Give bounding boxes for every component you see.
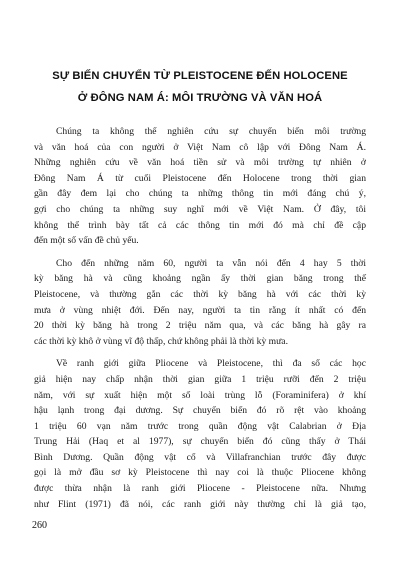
text-line: Trung Hải (Haq et al 1977), sự chuyển biến đó cũng thấy ở Thái bbox=[34, 436, 366, 448]
text-line: đến một số vấn đề chủ yếu. bbox=[34, 235, 139, 247]
text-line: và văn hoá của con người ở Việt Nam cô lập với Đông Nam Á. bbox=[34, 141, 366, 153]
text-line: kỳ băng hà và cũng khoảng ngần ấy thời gian băng trong thế bbox=[34, 273, 366, 285]
text-line: Đông Nam Á từ cuối Pleistocene đến Holocene trong thời gian bbox=[34, 172, 366, 184]
text-line: gợi cho chúng ta những suy nghĩ mới về Việt Nam. Ở đây, tôi bbox=[34, 203, 366, 215]
text-line: Chúng ta không thể nghiên cứu sự chuyển biến môi trường bbox=[56, 126, 366, 137]
paragraph-1 bbox=[34, 124, 366, 249]
text-line: Bình Dương. Quần động vật cổ và Villafranchian trước đây được bbox=[34, 451, 366, 463]
page-number: 260 bbox=[32, 520, 47, 531]
text-line: hậu lạnh trong đại dương. Sự chuyển biến đó rõ rệt vào khoảng bbox=[34, 405, 366, 417]
paragraph-2 bbox=[34, 256, 366, 350]
chapter-title-line-2: Ở ĐÔNG NAM Á: MÔI TRƯỜNG VÀ VĂN HOÁ bbox=[77, 92, 323, 104]
text-line: gần đây đem lại cho chúng ta những thông tin mới đáng chú ý, bbox=[34, 188, 366, 200]
text-line: 20 thời kỳ băng hà trong 2 triệu năm qua, và các băng hà gây ra bbox=[34, 320, 366, 332]
paragraph-3 bbox=[34, 356, 366, 512]
text-line: 1 triệu 60 vạn năm trước trong quần động vật Calabrian ở Địa bbox=[34, 420, 366, 432]
text-line: giả hiện nay chấp nhận thời gian giữa 1 triệu rưỡi đến 2 triệu bbox=[34, 373, 366, 385]
text-line: Những nghiên cứu về văn hoá tiền sử và môi trường tự nhiên ở bbox=[34, 157, 366, 169]
text-line: gọi là mở đầu sơ kỳ Pleistocene thì nay coi là thuộc Pliocene không bbox=[34, 467, 366, 479]
text-line: năm, với sự xuất hiện một số loài trùng lỗ (Foraminifera) ở khí bbox=[34, 389, 366, 401]
text-line: không thể trình bày tất cả các thông tin mới đó mà chỉ đề cập bbox=[34, 219, 366, 231]
paragraph-gap bbox=[34, 249, 366, 256]
text-line: như Flint (1971) đã nói, các ranh giới này thường chỉ là giả tạo, bbox=[34, 498, 366, 510]
body-text bbox=[34, 124, 366, 512]
text-line: Pleistocene, và thường gắn các thời kỳ băng hà với các thời kỳ bbox=[34, 288, 366, 300]
text-line: được thừa nhận là ranh giới Pliocene - Pleistocene nữa. Nhưng bbox=[34, 483, 366, 495]
text-line: Về ranh giới giữa Pliocene và Pleistocene, thì đa số các học bbox=[56, 358, 366, 370]
chapter-title-line-1: SỰ BIẾN CHUYỂN TỪ PLEISTOCENE ĐẾN HOLOCENE bbox=[52, 70, 348, 82]
paragraph-gap bbox=[34, 349, 366, 356]
text-line: mưa ở vùng nhiệt đới. Đến nay, người ta tin rằng ít nhất có đến bbox=[34, 304, 366, 316]
text-line: Cho đến những năm 60, người ta vẫn nói đến 4 hay 5 thời bbox=[56, 257, 366, 269]
text-line: các thời kỳ khô ở vùng vĩ độ thấp, chứ không phải là thời kỳ mưa. bbox=[34, 335, 288, 347]
